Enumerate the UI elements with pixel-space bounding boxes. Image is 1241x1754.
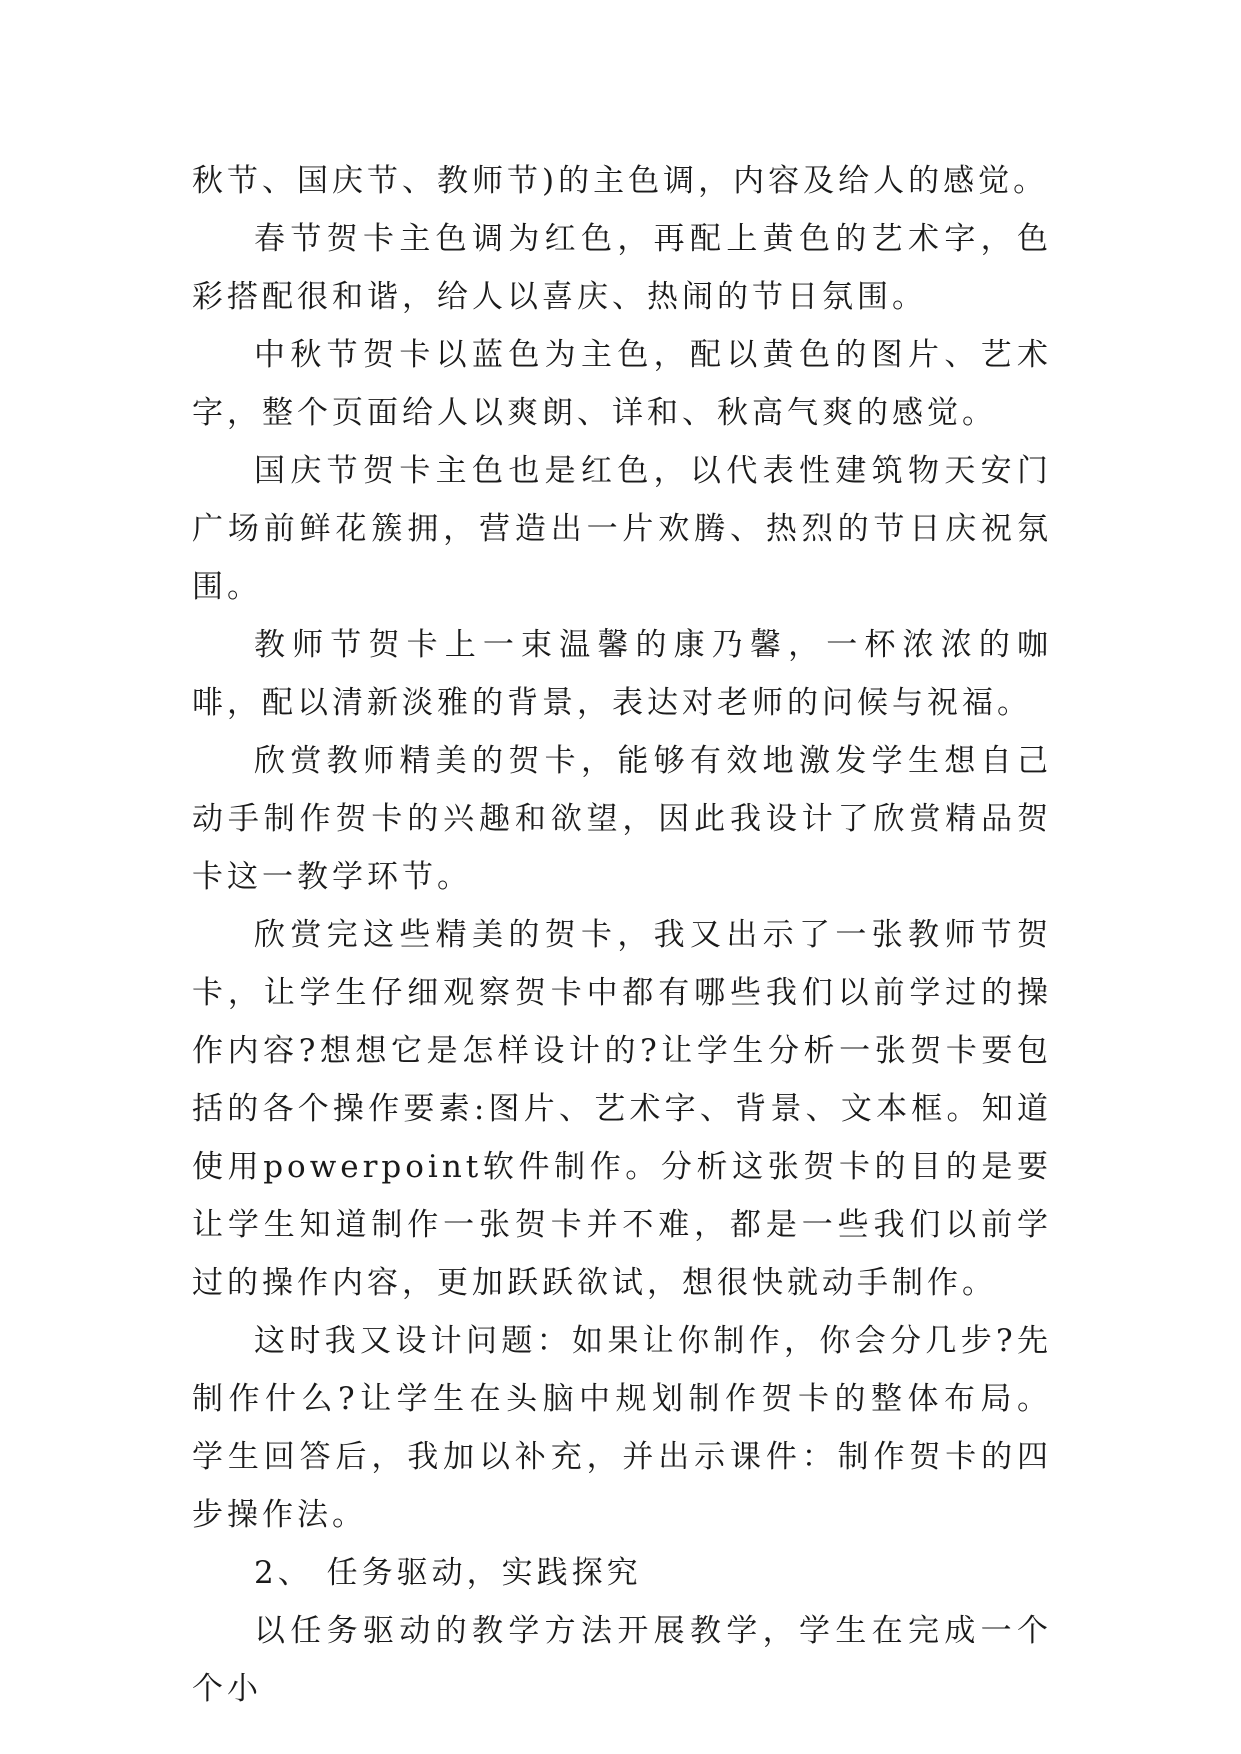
paragraph-1: 秋节、国庆节、教师节)的主色调，内容及给人的感觉。 (192, 163, 1049, 199)
document-body (192, 152, 1052, 1718)
section-heading: 2、 任务驱动，实践探究 (254, 1555, 642, 1591)
paragraph-6: 欣赏教师精美的贺卡，能够有效地激发学生想自己动手制作贺卡的兴趣和欲望，因此我设计了欣赏精品贺卡这一教学环节。 (192, 743, 1052, 895)
paragraph-9: 以任务驱动的教学方法开展教学，学生在完成一个个小 (192, 1613, 1052, 1707)
paragraph-7: 欣赏完这些精美的贺卡，我又出示了一张教师节贺卡，让学生仔细观察贺卡中都有哪些我们以前学过的操作内容?想想它是怎样设计的?让学生分析一张贺卡要包括的各个操作要素:图片、艺术字、背景、文本框。知道使用powerpoint软件制作。分析这张贺卡的目的是要让学生知道制作一张贺卡并不难，都是一些我们以前学过的操作内容，更加跃跃欲试，想很快就动手制作。 (192, 917, 1052, 1301)
paragraph-4: 国庆节贺卡主色也是红色，以代表性建筑物天安门广场前鲜花簇拥，营造出一片欢腾、热烈的节日庆祝氛围。 (192, 453, 1052, 605)
paragraph-5: 教师节贺卡上一束温馨的康乃馨，一杯浓浓的咖啡，配以清新淡雅的背景，表达对老师的问候与祝福。 (192, 627, 1052, 721)
paragraph-3: 中秋节贺卡以蓝色为主色，配以黄色的图片、艺术字，整个页面给人以爽朗、详和、秋高气爽的感觉。 (192, 337, 1052, 431)
paragraph-8: 这时我又设计问题：如果让你制作，你会分几步?先制作什么?让学生在头脑中规划制作贺卡的整体布局。学生回答后，我加以补充，并出示课件：制作贺卡的四步操作法。 (192, 1323, 1052, 1533)
paragraph-2: 春节贺卡主色调为红色，再配上黄色的艺术字，色彩搭配很和谐，给人以喜庆、热闹的节日氛围。 (192, 221, 1052, 315)
